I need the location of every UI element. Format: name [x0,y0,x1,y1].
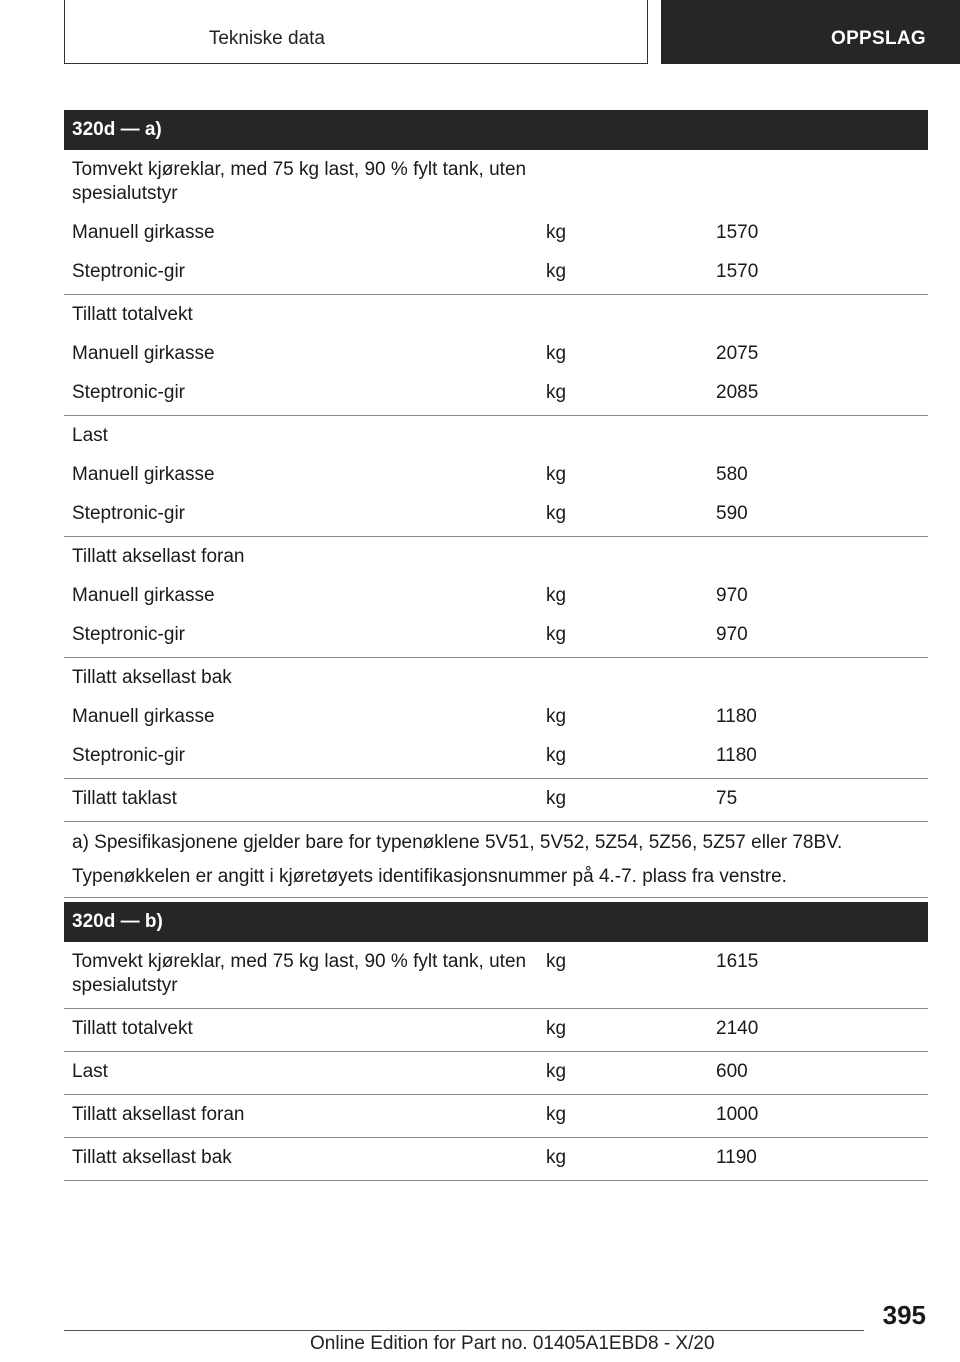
row-label: Manuell girkasse [72,464,215,485]
table-row [64,221,928,245]
row-label: Tomvekt kjøreklar, med 75 kg last, 90 % fylt tank, uten spesialutstyr [72,951,527,996]
table-row [64,545,928,569]
footnote: a) Spesifikasjonene gjelder bare for typenøklene 5V51, 5V52, 5Z54, 5Z56, 5Z57 eller 78BV. [72,832,843,853]
row-content [64,1017,928,1041]
table-row [64,584,928,608]
row-value: 2140 [716,1018,759,1039]
row-value: 1615 [716,951,759,972]
row-unit: kg [546,343,567,364]
row-content [64,950,928,998]
row-unit [540,424,710,448]
row-unit: kg [546,464,567,485]
row-label: Tillatt aksellast foran [72,546,245,567]
row-unit: kg [546,1061,567,1082]
group-empty-weight [64,150,928,295]
row-label: Steptronic-gir [72,745,185,766]
row-value: 970 [716,624,748,645]
table-row [64,502,928,526]
row-value: 1570 [716,222,759,243]
section-title: Tekniske data [208,28,325,49]
row-value: 1000 [716,1104,759,1125]
row-value: 580 [716,464,748,485]
row-unit: kg [546,1104,567,1125]
row-label: Tomvekt kjøreklar, med 75 kg last, 90 % fylt tank, uten spesialutstyr [72,159,527,204]
row-unit: kg [546,1147,567,1168]
row-label: Tillatt aksellast bak [72,1147,232,1168]
table-row [64,158,928,206]
table-row [64,381,928,405]
row-content [64,1146,928,1170]
row-label: Steptronic-gir [72,503,185,524]
row-label: Last [72,425,108,446]
row-unit [540,158,710,206]
row-value: 2085 [716,382,759,403]
row-value [710,666,928,690]
row-value: 1180 [716,706,757,727]
row-value: 1570 [716,261,759,282]
row-value [710,303,928,327]
row-value: 1180 [716,745,757,766]
table-row [64,342,928,366]
row-unit: kg [546,624,567,645]
row-label: Tillatt aksellast bak [72,667,232,688]
row-value: 600 [716,1061,748,1082]
row-label: Tillatt totalvekt [72,1018,193,1039]
row-value: 75 [716,788,738,809]
footer-divider [64,1330,864,1331]
row-unit: kg [546,951,567,972]
chapter-tab[interactable] [661,0,960,64]
row-label: Steptronic-gir [72,382,185,403]
table-row [64,1052,928,1095]
table-row [64,424,928,448]
header-frame [64,0,648,64]
table-a-footnotes [64,822,928,898]
table-row [64,666,928,690]
row-label: Tillatt taklast [72,788,177,809]
table-row [64,303,928,327]
row-label: Manuell girkasse [72,222,215,243]
group-rear-axle [64,658,928,779]
row-unit: kg [546,222,567,243]
row-content [64,1103,928,1127]
table-row [64,705,928,729]
group-front-axle [64,537,928,658]
row-unit: kg [546,745,567,766]
row-label: Tillatt aksellast foran [72,1104,245,1125]
row-unit: kg [546,261,567,282]
row-unit: kg [546,585,567,606]
table-row [64,1138,928,1181]
row-value [710,545,928,569]
edition-footer: Online Edition for Part no. 01405A1EBD8 - X/20 [310,1333,715,1354]
table-row [64,623,928,647]
row-unit [540,666,710,690]
table-row [64,942,928,1009]
group-roof-load [64,779,928,822]
row-label: Manuell girkasse [72,585,215,606]
page-number: 395 [882,1300,926,1330]
table-row [64,260,928,284]
row-value: 970 [716,585,748,606]
table-a-title: 320d — a) [64,110,928,150]
table-row [64,787,928,811]
group-total-weight [64,295,928,416]
group-load [64,416,928,537]
table-row [64,1095,928,1138]
row-label: Last [72,1061,108,1082]
row-label: Manuell girkasse [72,343,215,364]
row-value: 2075 [716,343,759,364]
table-b-title: 320d — b) [64,902,928,942]
row-unit: kg [546,788,567,809]
row-value [710,158,928,206]
row-unit [540,545,710,569]
footnote: Typenøkkelen er angitt i kjøretøyets identifikasjonsnummer på 4.-7. plass fra venstre. [72,866,787,887]
table-row [64,1009,928,1052]
row-label: Steptronic-gir [72,624,185,645]
row-content [64,1060,928,1084]
weights-table-b [64,902,928,1181]
row-label: Tillatt totalvekt [72,304,193,325]
row-value: 1190 [716,1147,757,1168]
chapter-tab-label: OPPSLAG [830,28,926,49]
row-label: Manuell girkasse [72,706,215,727]
table-row [64,463,928,487]
row-unit: kg [546,1018,567,1039]
row-value: 590 [716,503,748,524]
row-unit: kg [546,706,567,727]
row-unit: kg [546,382,567,403]
table-row [64,744,928,768]
row-unit: kg [546,503,567,524]
row-label: Steptronic-gir [72,261,185,282]
row-value [710,424,928,448]
row-unit [540,303,710,327]
weights-table-a [64,110,928,898]
